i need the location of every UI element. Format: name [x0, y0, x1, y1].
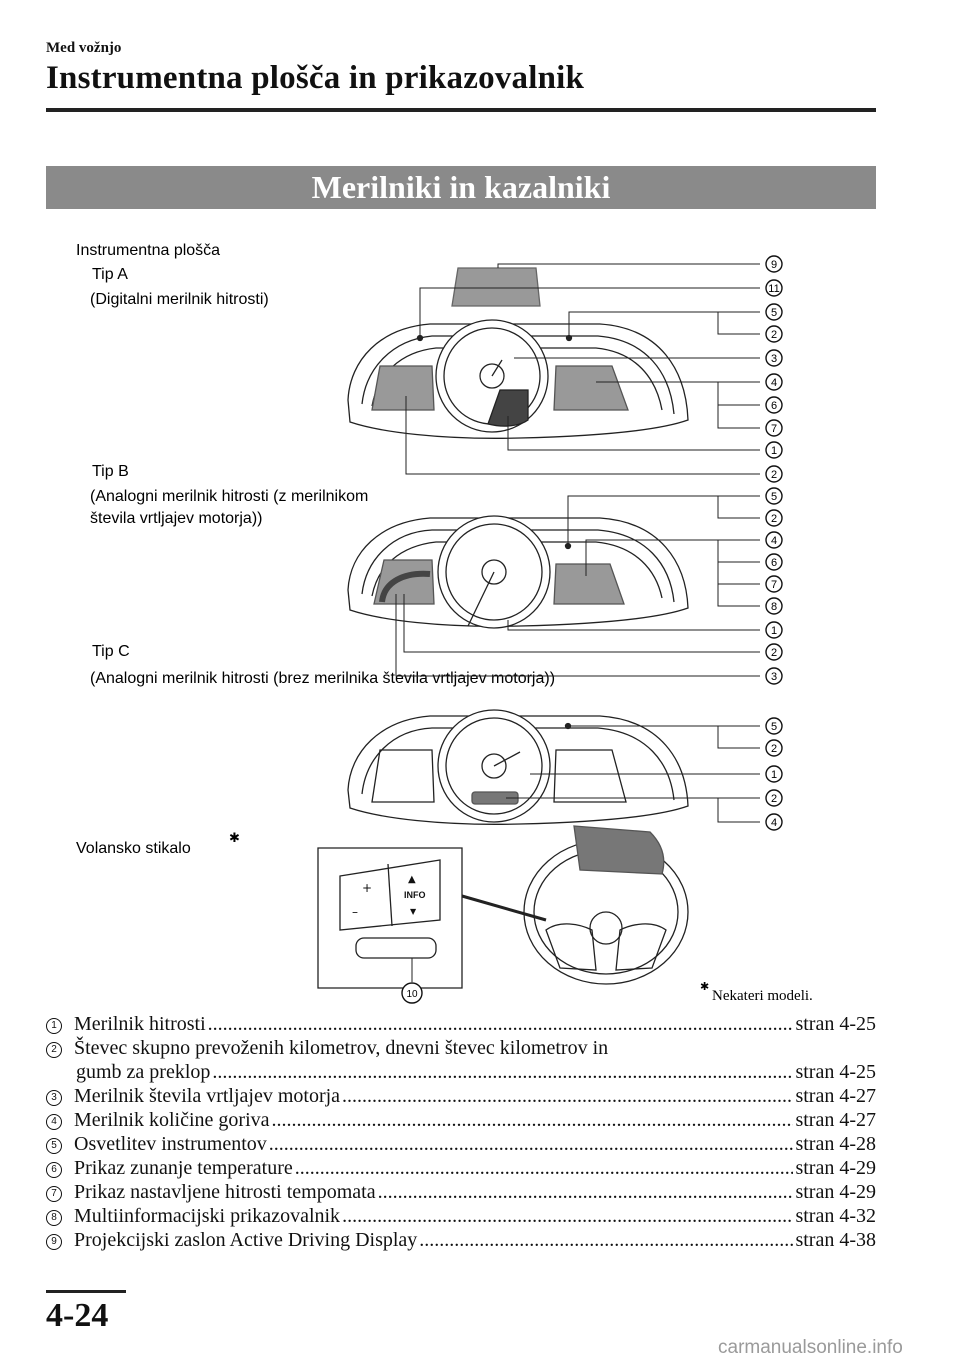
callout: 2 — [770, 329, 778, 341]
callout: 11 — [768, 283, 780, 295]
callout: 3 — [770, 671, 778, 683]
callout: 8 — [770, 601, 778, 613]
callout: 6 — [770, 400, 778, 412]
page-number: 4-24 — [46, 1297, 109, 1334]
item-page: stran 4-27 — [795, 1109, 876, 1131]
list-item-continuation — [46, 1060, 876, 1084]
legend-list — [46, 1012, 876, 1252]
list-item — [46, 1228, 876, 1252]
item-page: stran 4-38 — [795, 1229, 876, 1251]
callout: 7 — [770, 423, 778, 435]
down-arrow-icon: ▼ — [410, 907, 417, 916]
item-number: 3 — [46, 1090, 62, 1106]
callout: 2 — [770, 647, 778, 659]
leader-dots — [342, 1204, 793, 1228]
type-b-desc-line1: (Analogni merilnik hitrosti (z merilnikom — [90, 488, 369, 505]
item-number: 4 — [46, 1114, 62, 1130]
page-heading: Instrumentna plošča in prikazovalnik — [46, 60, 585, 96]
item-number: 2 — [46, 1042, 62, 1058]
section-label: Med vožnjo — [46, 40, 122, 56]
list-item — [46, 1180, 876, 1204]
list-item — [46, 1084, 876, 1108]
list-item — [46, 1108, 876, 1132]
type-a-desc: (Digitalni merilnik hitrosti) — [90, 291, 269, 308]
callout: 5 — [770, 721, 778, 733]
item-number: 1 — [46, 1018, 62, 1034]
callout: 5 — [770, 491, 778, 503]
callout: 3 — [770, 353, 778, 365]
item-text: Multiinformacijski prikazovalnik — [74, 1205, 341, 1227]
callout: 10 — [406, 989, 418, 1000]
callouts-type-c — [766, 718, 782, 830]
item-text: Merilnik hitrosti — [74, 1013, 206, 1035]
callout: 6 — [770, 557, 778, 569]
leader-dots — [295, 1156, 794, 1180]
callout: 2 — [770, 743, 778, 755]
item-page: stran 4-27 — [795, 1085, 876, 1107]
leader-dots — [378, 1180, 794, 1204]
type-c-desc: (Analogni merilnik hitrosti (brez merilnika števila vrtljajev motorja)) — [90, 670, 556, 687]
callout: 2 — [770, 469, 778, 481]
callout: 1 — [770, 625, 778, 637]
steering-switch-detail — [318, 826, 688, 988]
item-number: 7 — [46, 1186, 62, 1202]
footer-rule — [46, 1290, 126, 1293]
item-number: 8 — [46, 1210, 62, 1226]
item-text: Merilnik števila vrtljajev motorja — [74, 1085, 341, 1107]
type-a-name: Tip A — [92, 266, 128, 283]
steering-callout — [402, 958, 422, 1003]
plus-icon: + — [362, 881, 373, 895]
panel-label: Instrumentna plošča — [76, 242, 221, 259]
callout: 1 — [770, 769, 778, 781]
leader-dots — [272, 1108, 794, 1132]
list-item — [46, 1204, 876, 1228]
minus-icon: – — [352, 905, 358, 919]
type-b-desc-line2: števila vrtljajev motorja)) — [90, 510, 263, 527]
callout: 2 — [770, 513, 778, 525]
list-item — [46, 1012, 876, 1036]
item-page: stran 4-25 — [795, 1013, 876, 1035]
item-page: stran 4-28 — [795, 1133, 876, 1155]
item-text: Projekcijski zaslon Active Driving Display — [74, 1229, 418, 1251]
leader-dots — [419, 1228, 793, 1252]
list-item — [46, 1036, 876, 1060]
item-page: stran 4-25 — [795, 1061, 876, 1083]
list-item — [46, 1132, 876, 1156]
callout: 5 — [770, 307, 778, 319]
cluster-type-c — [348, 710, 688, 824]
info-button: INFO — [404, 890, 426, 900]
item-page: stran 4-29 — [795, 1157, 876, 1179]
banner-title: Merilniki in kazalniki — [311, 169, 611, 205]
item-text: gumb za preklop — [76, 1061, 211, 1083]
item-text: Prikaz nastavljene hitrosti tempomata — [74, 1181, 376, 1203]
leader-dots — [212, 1060, 793, 1084]
type-c-name: Tip C — [92, 643, 130, 660]
item-page: stran 4-32 — [795, 1205, 876, 1227]
up-arrow-icon: ▲ — [408, 874, 416, 885]
item-number: 9 — [46, 1234, 62, 1250]
list-item — [46, 1156, 876, 1180]
item-page: stran 4-29 — [795, 1181, 876, 1203]
cluster-type-b — [348, 516, 688, 628]
callout: 4 — [770, 535, 778, 547]
footnote: Nekateri modeli. — [712, 988, 813, 1004]
leader-dots — [269, 1132, 794, 1156]
item-number: 5 — [46, 1138, 62, 1154]
callout: 4 — [770, 817, 778, 829]
leader-dots — [208, 1012, 794, 1036]
item-text: Osvetlitev instrumentov — [74, 1133, 267, 1155]
leader-dots — [342, 1084, 793, 1108]
callout: 4 — [770, 377, 778, 389]
watermark: carmanualsonline.info — [718, 1337, 903, 1358]
footnote-asterisk-icon: ✱ — [700, 980, 710, 993]
callout: 2 — [770, 793, 778, 805]
item-text: Števec skupno prevoženih kilometrov, dnevni števec kilometrov in — [74, 1037, 609, 1059]
callout: 9 — [770, 259, 778, 271]
steering-label: Volansko stikalo — [76, 840, 191, 857]
item-text: Merilnik količine goriva — [74, 1109, 270, 1131]
type-b-name: Tip B — [92, 463, 129, 480]
callout: 1 — [770, 445, 778, 457]
callouts-type-a — [766, 256, 782, 482]
item-text: Prikaz zunanje temperature — [74, 1157, 293, 1179]
cluster-type-a — [348, 268, 688, 438]
callouts-type-b — [766, 488, 782, 684]
steering-asterisk-icon: ✱ — [229, 831, 240, 846]
callout: 7 — [770, 579, 778, 591]
item-number: 6 — [46, 1162, 62, 1178]
